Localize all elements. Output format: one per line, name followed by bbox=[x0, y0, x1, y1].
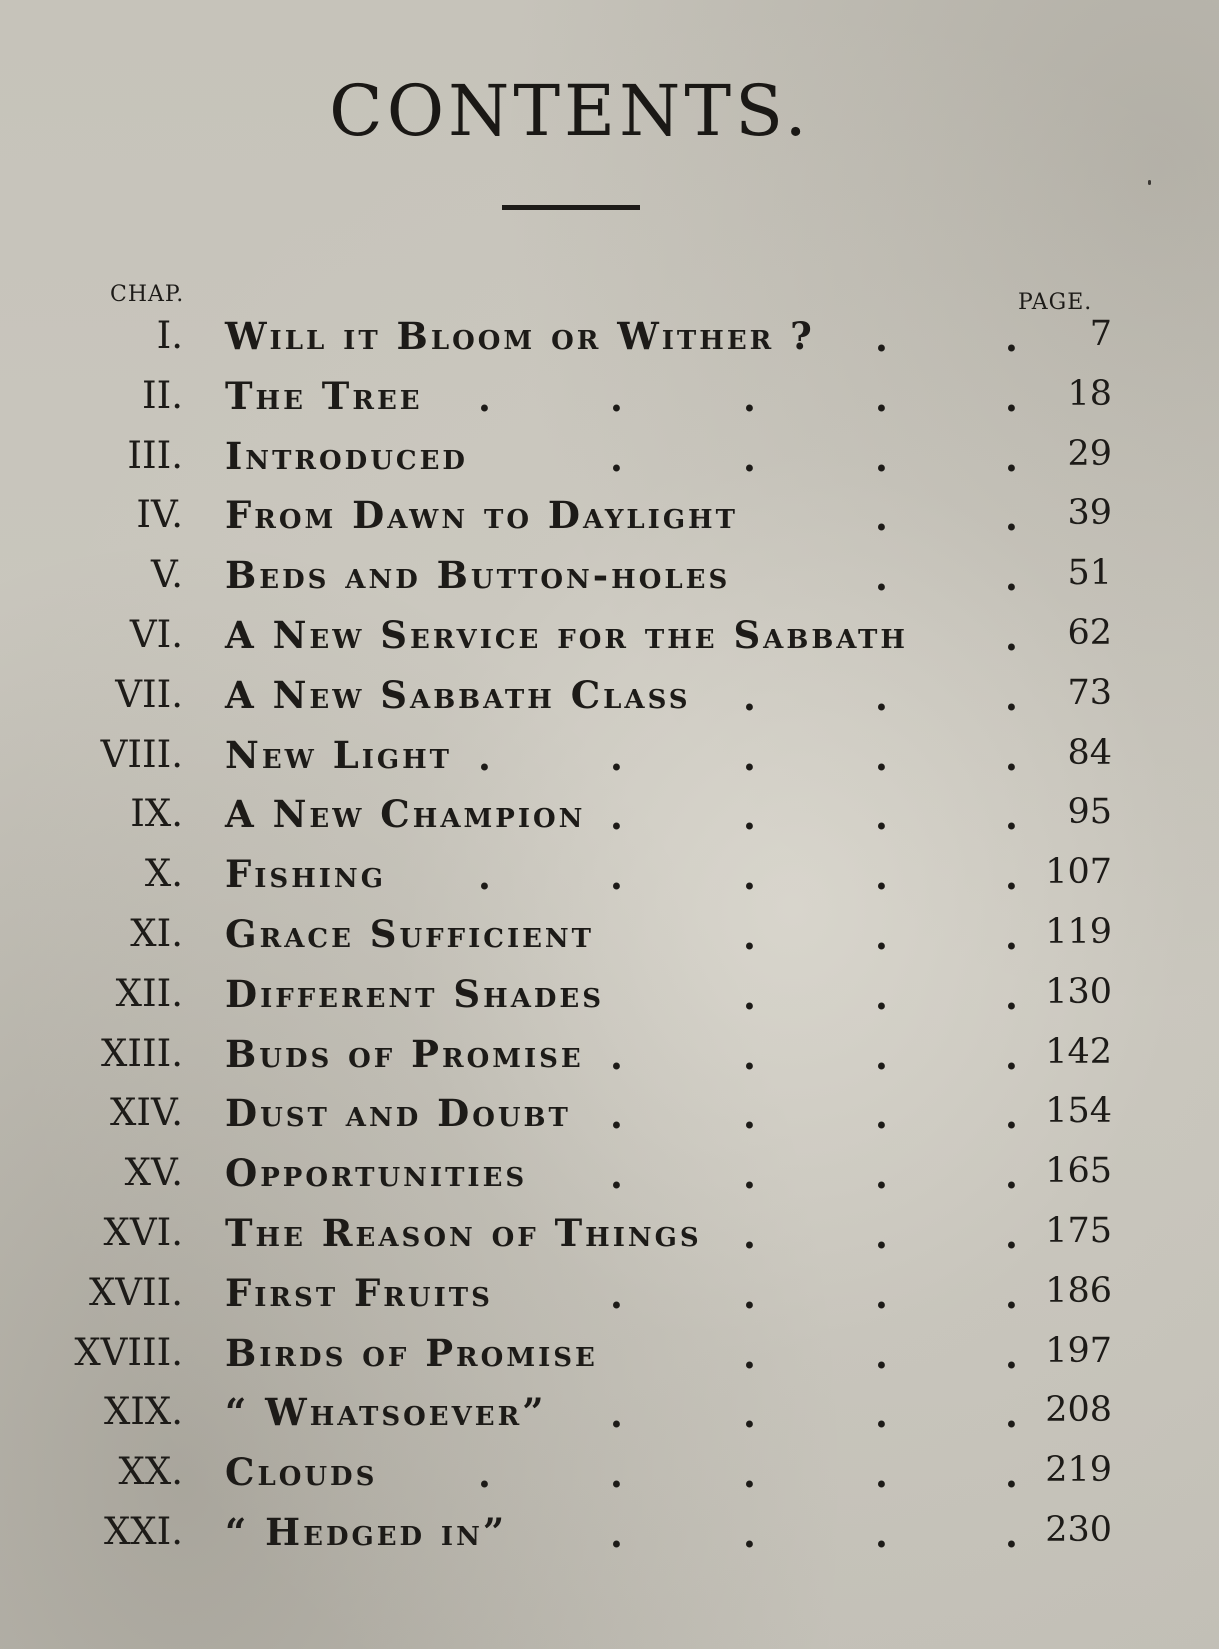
leader-dot: . bbox=[1005, 794, 1018, 839]
leader-dot: . bbox=[875, 435, 888, 480]
chapter-number: II. bbox=[142, 373, 183, 417]
leader-dot: . bbox=[743, 1272, 756, 1317]
page-number: 107 bbox=[1045, 852, 1112, 893]
leader-dot: . bbox=[1005, 734, 1018, 779]
chapter-title: From Dawn to Daylight bbox=[225, 493, 738, 538]
contents-entry bbox=[0, 430, 1219, 486]
chapter-title: The Tree bbox=[225, 373, 423, 418]
chapter-number: XXI. bbox=[103, 1510, 183, 1553]
leader-dot: . bbox=[743, 375, 756, 420]
leader-dot: . bbox=[743, 1512, 756, 1556]
page-number: 29 bbox=[1067, 433, 1112, 474]
chapter-number: XVII. bbox=[88, 1270, 183, 1314]
leader-dot: . bbox=[743, 914, 756, 958]
leader-dot: . bbox=[1005, 854, 1018, 899]
chapter-number: III. bbox=[127, 433, 183, 477]
chapter-title: Beds and Button-holes bbox=[225, 553, 731, 598]
page-number: 197 bbox=[1045, 1330, 1112, 1371]
chapter-number: V. bbox=[150, 553, 183, 597]
leader-dot: . bbox=[743, 794, 756, 839]
chapter-number: VIII. bbox=[100, 732, 183, 776]
leader-dot: . bbox=[610, 1093, 623, 1138]
leader-dot: . bbox=[1005, 495, 1018, 540]
leader-dot: . bbox=[610, 734, 623, 779]
leader-dot: . bbox=[1005, 914, 1018, 958]
chapter-title: Buds of Promise bbox=[225, 1031, 584, 1076]
page-number: 95 bbox=[1067, 792, 1112, 833]
leader-dot: . bbox=[875, 973, 888, 1018]
leader-dot: . bbox=[1005, 1213, 1018, 1257]
leader-dot: . bbox=[875, 854, 888, 899]
chapter-number: I. bbox=[156, 314, 183, 357]
leader-dot: . bbox=[1005, 1272, 1018, 1317]
leader-dot: . bbox=[743, 674, 756, 719]
leader-dot: . bbox=[743, 973, 756, 1018]
leader-dot: . bbox=[875, 495, 888, 540]
contents-entry bbox=[0, 1506, 1219, 1562]
leader-dot: . bbox=[610, 435, 623, 480]
leader-dot: . bbox=[875, 1332, 888, 1377]
page-number: 130 bbox=[1045, 971, 1112, 1012]
chapter-title: Introduced bbox=[225, 433, 468, 478]
page-number: 18 bbox=[1067, 373, 1112, 414]
chapter-number: XI. bbox=[130, 912, 183, 955]
page-number: 186 bbox=[1045, 1270, 1112, 1311]
chapter-title: The Reason of Things bbox=[225, 1211, 702, 1255]
chapter-title: Opportunities bbox=[225, 1151, 528, 1196]
contents-entry bbox=[0, 549, 1219, 605]
page-number: 51 bbox=[1067, 553, 1112, 594]
leader-dot: . bbox=[1005, 316, 1018, 360]
contents-entry bbox=[0, 310, 1219, 366]
chapter-title: First Fruits bbox=[225, 1270, 493, 1315]
leader-dot: . bbox=[875, 1512, 888, 1556]
chapter-title: A New Sabbath Class bbox=[225, 672, 691, 717]
page-number: 62 bbox=[1067, 613, 1112, 653]
leader-dot: . bbox=[875, 555, 888, 600]
leader-dot: . bbox=[1005, 1153, 1018, 1198]
chapter-number: XX. bbox=[118, 1450, 183, 1494]
page-number: 175 bbox=[1045, 1211, 1112, 1251]
leader-dot: . bbox=[743, 1033, 756, 1078]
chapter-title: Different Shades bbox=[225, 971, 605, 1016]
chapter-number: XIII. bbox=[101, 1031, 183, 1075]
leader-dot: . bbox=[743, 1093, 756, 1138]
leader-dot: . bbox=[610, 375, 623, 420]
chapter-title: A New Service for the Sabbath bbox=[225, 613, 908, 657]
chapter-title: Clouds bbox=[225, 1450, 378, 1495]
title-rule bbox=[502, 205, 640, 210]
contents-entry bbox=[0, 908, 1219, 964]
chapter-title: Fishing bbox=[225, 852, 386, 897]
chapter-title: Birds of Promise bbox=[225, 1330, 598, 1375]
leader-dot: . bbox=[1005, 615, 1018, 659]
chapter-number: IX. bbox=[130, 792, 183, 836]
contents-entry bbox=[0, 669, 1219, 725]
leader-dot: . bbox=[478, 854, 491, 899]
leader-dot: . bbox=[610, 1452, 623, 1497]
paper-fleck bbox=[1148, 180, 1151, 185]
contents-entry bbox=[0, 370, 1219, 426]
leader-dot: . bbox=[610, 1392, 623, 1437]
leader-dot: . bbox=[610, 854, 623, 899]
leader-dot: . bbox=[875, 914, 888, 958]
contents-entry bbox=[0, 1386, 1219, 1442]
page-number: 208 bbox=[1045, 1390, 1112, 1431]
leader-dot: . bbox=[875, 1213, 888, 1257]
chapter-column-header: CHAP. bbox=[110, 282, 185, 307]
leader-dot: . bbox=[1005, 1033, 1018, 1078]
page-title: CONTENTS. bbox=[329, 70, 811, 152]
leader-dot: . bbox=[478, 1452, 491, 1497]
contents-entry bbox=[0, 848, 1219, 904]
chapter-number: XVI. bbox=[103, 1211, 183, 1254]
leader-dot: . bbox=[743, 1392, 756, 1437]
leader-dot: . bbox=[875, 674, 888, 719]
leader-dot: . bbox=[743, 435, 756, 480]
leader-dot: . bbox=[610, 1033, 623, 1078]
chapter-title: Will it Bloom or Wither ? bbox=[225, 314, 815, 358]
chapter-title: Grace Sufficient bbox=[225, 912, 595, 956]
page-number: 7 bbox=[1089, 314, 1112, 354]
leader-dot: . bbox=[875, 1033, 888, 1078]
page-number: 119 bbox=[1045, 912, 1112, 952]
chapter-number: XIX. bbox=[103, 1390, 183, 1434]
leader-dot: . bbox=[875, 1272, 888, 1317]
page-number: 165 bbox=[1045, 1151, 1112, 1192]
leader-dot: . bbox=[743, 1153, 756, 1198]
contents-entry bbox=[0, 1267, 1219, 1323]
contents-entry bbox=[0, 1147, 1219, 1203]
leader-dot: . bbox=[478, 375, 491, 420]
leader-dot: . bbox=[1005, 973, 1018, 1018]
contents-entry bbox=[0, 1028, 1219, 1084]
leader-dot: . bbox=[875, 794, 888, 839]
leader-dot: . bbox=[875, 734, 888, 779]
leader-dot: . bbox=[1005, 435, 1018, 480]
contents-entry bbox=[0, 1327, 1219, 1383]
leader-dot: . bbox=[743, 1452, 756, 1497]
page-number: 230 bbox=[1045, 1510, 1112, 1550]
chapter-number: VII. bbox=[115, 672, 183, 716]
chapter-number: IV. bbox=[136, 493, 183, 537]
contents-entry bbox=[0, 1207, 1219, 1263]
page-number: 219 bbox=[1045, 1450, 1112, 1491]
page-number: 84 bbox=[1067, 732, 1112, 773]
chapter-title: New Light bbox=[225, 732, 453, 777]
leader-dot: . bbox=[1005, 1332, 1018, 1377]
leader-dot: . bbox=[1005, 1093, 1018, 1138]
contents-entry bbox=[0, 1087, 1219, 1143]
leader-dot: . bbox=[1005, 1392, 1018, 1437]
contents-entry bbox=[0, 1446, 1219, 1502]
chapter-title: A New Champion bbox=[225, 792, 586, 837]
leader-dot: . bbox=[610, 794, 623, 839]
leader-dot: . bbox=[610, 1512, 623, 1556]
leader-dot: . bbox=[1005, 375, 1018, 420]
leader-dot: . bbox=[1005, 555, 1018, 600]
leader-dot: . bbox=[610, 1153, 623, 1198]
contents-entry bbox=[0, 489, 1219, 545]
chapter-number: XIV. bbox=[110, 1091, 183, 1135]
page-number: 39 bbox=[1067, 493, 1112, 534]
leader-dot: . bbox=[743, 854, 756, 899]
leader-dot: . bbox=[875, 375, 888, 420]
chapter-title: Dust and Doubt bbox=[225, 1091, 571, 1136]
leader-dot: . bbox=[1005, 674, 1018, 719]
contents-entry bbox=[0, 968, 1219, 1024]
chapter-number: X. bbox=[144, 852, 183, 896]
leader-dot: . bbox=[610, 1272, 623, 1317]
leader-dot: . bbox=[743, 734, 756, 779]
leader-dot: . bbox=[478, 734, 491, 779]
page-number: 73 bbox=[1067, 672, 1112, 713]
leader-dot: . bbox=[743, 1332, 756, 1377]
chapter-number: XV. bbox=[124, 1151, 183, 1195]
page-column-header: PAGE. bbox=[1018, 290, 1093, 315]
contents-entry bbox=[0, 609, 1219, 665]
chapter-number: XVIII. bbox=[74, 1330, 183, 1374]
leader-dot: . bbox=[1005, 1512, 1018, 1556]
chapter-number: VI. bbox=[129, 613, 183, 656]
chapter-number: XII. bbox=[115, 971, 183, 1015]
page-number: 142 bbox=[1045, 1031, 1112, 1072]
leader-dot: . bbox=[875, 1392, 888, 1437]
leader-dot: . bbox=[743, 1213, 756, 1257]
page-number: 154 bbox=[1045, 1091, 1112, 1132]
chapter-title: “ Hedged in” bbox=[225, 1510, 508, 1554]
leader-dot: . bbox=[875, 316, 888, 360]
leader-dot: . bbox=[875, 1093, 888, 1138]
leader-dot: . bbox=[875, 1452, 888, 1497]
leader-dot: . bbox=[1005, 1452, 1018, 1497]
contents-entry bbox=[0, 788, 1219, 844]
leader-dot: . bbox=[875, 1153, 888, 1198]
chapter-title: “ Whatsoever” bbox=[225, 1390, 547, 1435]
contents-entry bbox=[0, 729, 1219, 785]
